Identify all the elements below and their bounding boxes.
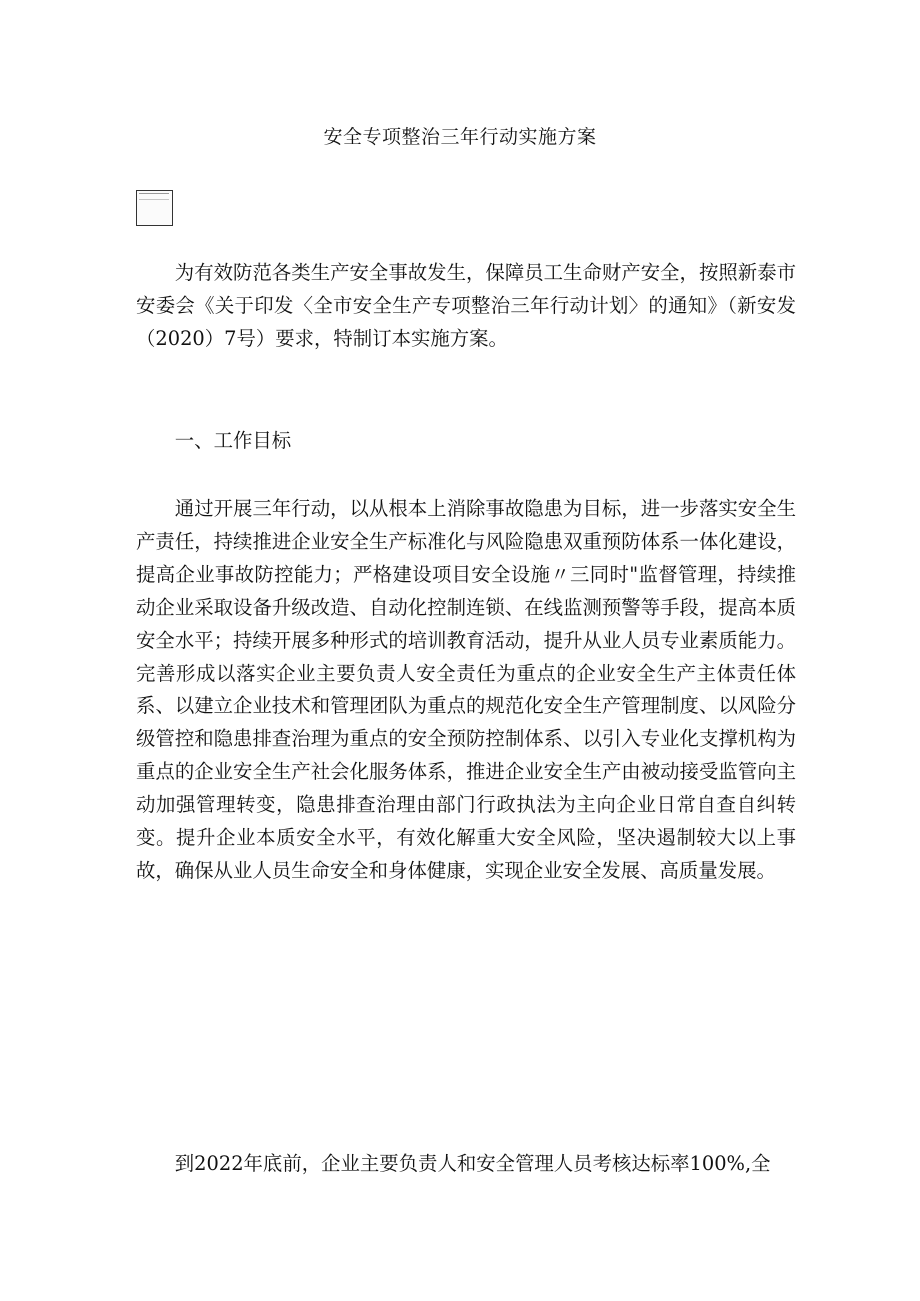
deadline-paragraph: 到2022年底前，企业主要负责人和安全管理人员考核达标率100%,全 xyxy=(174,1152,771,1175)
section-heading-goals: 一、工作目标 xyxy=(174,429,292,452)
goals-paragraph: 通过开展三年行动，以从根本上消除事故隐患为目标，进一步落实安全生产责任，持续推进企业安全生产标准化与风险隐患双重预防体系一体化建设，提高企业事故防控能力；严格建设项目安全设施〃三同时"监督管理，持续推动企业采取设备升级改造、自动化控制连锁、在线监测预警等手段，提高本质安全水平；持续开展多种形式的培训教育活动，提升从业人员专业素质能力。完善形成以落实企业主要负责人安全责任为重点的企业安全生产主体责任体系、以建立企业技术和管理团队为重点的规范化安全生产管理制度、以风险分级管控和隐患排查治理为重点的安全预防控制体系、以引入专业化支撑机构为重点的企业安全生产社会化服务体系，推进企业安全生产由被动接受监管向主动加强管理转变，隐患排查治理由部门行政执法为主向企业日常自查自纠转变。提升企业本质安全水平，有效化解重大安全风险，坚决遏制较大以上事故，确保从业人员生命安全和身体健康，实现企业安全发展、高质量发展。 xyxy=(136,497,796,882)
document-title: 安全专项整治三年行动实施方案 xyxy=(323,126,597,148)
embedded-image-placeholder xyxy=(136,190,173,226)
intro-paragraph: 为有效防范各类生产安全事故发生，保障员工生命财产安全，按照新泰市安委会《关于印发〈全市安全生产专项整治三年行动计划〉的通知》（新安发（2020）7号）要求，特制订本实施方案。 xyxy=(136,261,796,350)
image-thumbnail-lines xyxy=(139,193,169,200)
